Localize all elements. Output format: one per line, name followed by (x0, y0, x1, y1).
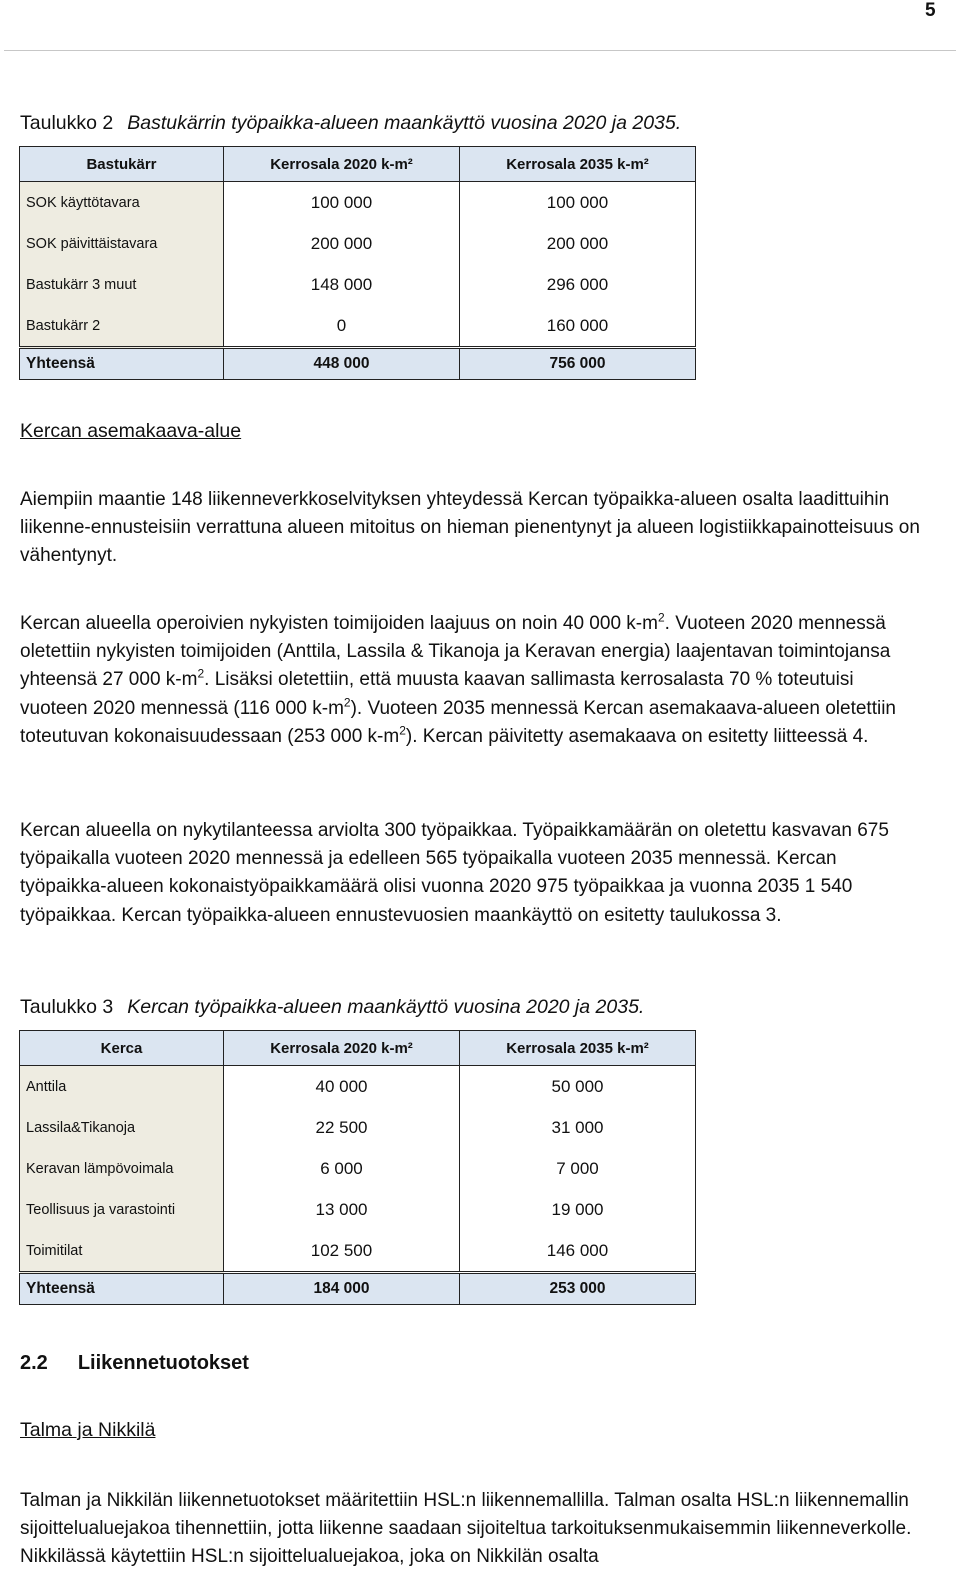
header-divider (4, 50, 956, 51)
row-label: Lassila&Tikanoja (20, 1107, 224, 1148)
value-2020: 102 500 (224, 1230, 460, 1273)
table3-caption-label: Taulukko 3 (20, 996, 114, 1018)
total-label: Yhteensä (20, 1273, 224, 1305)
total-2035: 253 000 (460, 1273, 696, 1305)
row-label: Keravan lämpövoimala (20, 1148, 224, 1189)
talma-nikkila-subtitle: Talma ja Nikkilä (20, 1419, 156, 1441)
table2 (19, 146, 696, 380)
section-title: Liikennetuotokset (77, 1352, 249, 1374)
value-2035: 7 000 (460, 1148, 696, 1189)
text-segment: . Vuoteen 2020 mennessä oletettiin nykyisten toimijoiden (Anttila, Lassila & Tikanoja ja Keravan energia) laajentavan toimintojansa yhteensä 27 000 k-m (20, 613, 891, 691)
table-row (20, 264, 696, 305)
table2-header-row (20, 147, 696, 182)
superscript: 2 (197, 667, 205, 682)
table2-caption-label: Taulukko 2 (20, 112, 114, 134)
table3-caption (20, 996, 644, 1019)
total-2020: 448 000 (224, 348, 460, 380)
total-label: Yhteensä (20, 348, 224, 380)
table3-header-row (20, 1031, 696, 1066)
value-2020: 0 (224, 305, 460, 348)
row-label: Toimitilat (20, 1230, 224, 1273)
table2-header-cell: Bastukärr (20, 147, 224, 182)
table3-caption-title: Kercan työpaikka-alueen maankäyttö vuosina 2020 ja 2035. (127, 996, 645, 1018)
value-2020: 100 000 (224, 182, 460, 224)
table3-header-cell: Kerrosala 2035 k-m² (460, 1031, 696, 1066)
total-2035: 756 000 (460, 348, 696, 380)
value-2035: 19 000 (460, 1189, 696, 1230)
value-2020: 200 000 (224, 223, 460, 264)
section-heading-2-2 (20, 1352, 249, 1375)
table-row (20, 182, 696, 224)
row-label: Bastukärr 2 (20, 305, 224, 348)
value-2035: 50 000 (460, 1066, 696, 1108)
superscript: 2 (657, 610, 665, 625)
table2-header-cell: Kerrosala 2020 k-m² (224, 147, 460, 182)
value-2035: 100 000 (460, 182, 696, 224)
value-2035: 31 000 (460, 1107, 696, 1148)
row-label: Bastukärr 3 muut (20, 264, 224, 305)
kerca-paragraph-3: Kercan alueella on nykytilanteessa arviolta 300 työpaikkaa. Työpaikkamäärän on oletettu kasvavan 675 työpaikalla vuoteen 2020 mennessä ja edelleen 565 työpaikalla vuoteen 2035 mennessä. Kercan työpaikka-alueen kokonaistyöpaikkamäärä olisi vuonna 2020 975 työpaikkaa ja vuonna 2035 1 540 työpaikkaa. Kercan työpaikka-alueen ennustevuosien maankäyttö on esitetty taulukossa 3. (20, 820, 889, 926)
superscript: 2 (399, 723, 406, 738)
table2-caption (20, 112, 681, 135)
section-number: 2.2 (20, 1352, 48, 1374)
value-2020: 148 000 (224, 264, 460, 305)
table-row (20, 305, 696, 348)
text-segment: . Lisäksi oletettiin, että muusta kaavan sallimasta kerrosalasta 70 % toteutuisi vuoteen 2020 mennessä (116 000 k-m (20, 669, 854, 719)
table3 (19, 1030, 696, 1305)
kerca-section-title: Kercan asemakaava-alue (20, 420, 242, 442)
value-2035: 200 000 (460, 223, 696, 264)
table3-total-row (20, 1273, 696, 1305)
table-row (20, 1066, 696, 1108)
table3-header-cell: Kerrosala 2020 k-m² (224, 1031, 460, 1066)
text-segment: Kercan alueella operoivien nykyisten toimijoiden laajuus on noin 40 000 k-m (20, 613, 658, 634)
page-number: 5 (925, 0, 936, 21)
value-2035: 160 000 (460, 305, 696, 348)
table3-header-cell: Kerca (20, 1031, 224, 1066)
value-2020: 22 500 (224, 1107, 460, 1148)
table-row (20, 1230, 696, 1273)
value-2020: 13 000 (224, 1189, 460, 1230)
table-row (20, 1189, 696, 1230)
text-segment: ). Kercan päivitetty asemakaava on esitetty liitteessä 4. (405, 725, 869, 747)
value-2020: 6 000 (224, 1148, 460, 1189)
row-label: SOK päivittäistavara (20, 223, 224, 264)
table-row (20, 1148, 696, 1189)
table2-caption-title: Bastukärrin työpaikka-alueen maankäyttö vuosina 2020 ja 2035. (127, 112, 682, 134)
total-2020: 184 000 (224, 1273, 460, 1305)
row-label: Teollisuus ja varastointi (20, 1189, 224, 1230)
talma-nikkila-paragraph: Talman ja Nikkilän liikennetuotokset määritettiin HSL:n liikennemallilla. Talman osalta HSL:n liikennemallin sijoittelualuejakoa tihennettiin, jotta liikenne saadaan sijoiteltua tarkoituksenmukaisemmin liikenneverkolle. Nikkilässä käytettiin HSL:n sijoittelualuejakoa, joka on Nikkilän osalta (20, 1490, 912, 1568)
text-segment: ). Vuoteen 2035 mennessä Kercan asemakaava-alueen oletettiin toteutuvan kokonaisuudessaan (253 000 k-m (20, 697, 896, 747)
value-2020: 40 000 (224, 1066, 460, 1108)
table2-header-cell: Kerrosala 2035 k-m² (460, 147, 696, 182)
row-label: Anttila (20, 1066, 224, 1108)
table2-total-row (20, 348, 696, 380)
table-row (20, 223, 696, 264)
kerca-paragraph-1: Aiempiin maantie 148 liikenneverkkoselvityksen yhteydessä Kercan työpaikka-alueen osalta laadittuihin liikenne-ennusteisiin verrattuna alueen mitoitus on hieman pienentynyt ja alueen logistiikkapainotteisuus on vähentynyt. (20, 489, 920, 567)
table-row (20, 1107, 696, 1148)
value-2035: 296 000 (460, 264, 696, 305)
row-label: SOK käyttötavara (20, 182, 224, 224)
superscript: 2 (343, 695, 351, 710)
kerca-paragraph-2 (20, 610, 925, 751)
value-2035: 146 000 (460, 1230, 696, 1273)
